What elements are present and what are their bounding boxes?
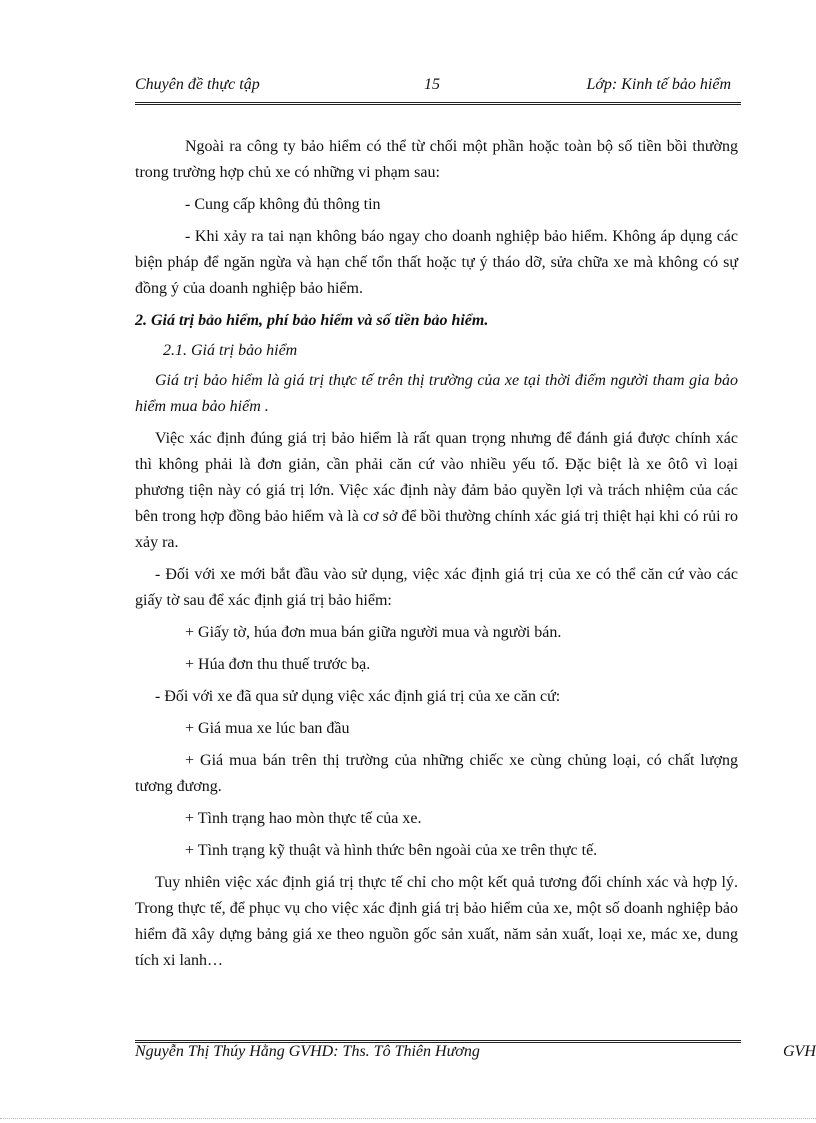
page-bottom-dotted-line <box>0 1118 816 1119</box>
list-item-new-vehicle: - Đối với xe mới bắt đầu vào sử dụng, việc xác định giá trị của xe có thể căn cứ vào các giấy tờ sau để xác định giá trị bảo hiểm: <box>135 566 738 609</box>
list-item-used-vehicle: - Đối với xe đã qua sử dụng việc xác định giá trị của xe căn cứ: <box>155 688 561 705</box>
list-item-market-price: + Giá mua bán trên thị trường của những chiếc xe cùng chủng loại, có chất lượng tương đương. <box>135 752 738 795</box>
paragraph-valuation: Việc xác định đúng giá trị bảo hiểm là rất quan trọng nhưng để đánh giá được chính xác thì không phải là đơn giản, cần phải căn cứ vào nhiều yếu tố. Đặc biệt là xe ôtô vì loại phương tiện này có giá trị lớn. Việc xác định này đảm bảo quyền lợi và trách nhiệm của các bên trong hợp đồng bảo hiểm và là cơ sở để bồi thường chính xác giá trị thiệt hại khi có rủi ro xảy ra. <box>135 430 738 551</box>
section-heading: 2. Giá trị bảo hiểm, phí bảo hiểm và số tiền bảo hiểm. <box>135 312 489 329</box>
list-item-original-price: + Giá mua xe lúc ban đầu <box>185 720 350 737</box>
paragraph-refusal: Ngoài ra công ty bảo hiểm có thể từ chối một phần hoặc toàn bộ số tiền bồi thường trong trường hợp chủ xe có những vi phạm sau: <box>135 138 738 181</box>
list-item-tax-invoice: + Húa đơn thu thuế trước bạ. <box>185 656 371 673</box>
footer-author: Nguyễn Thị Thúy Hằng GVHD: Ths. Tô Thiên Hương <box>135 1043 480 1060</box>
footer-truncated-text: GVH <box>783 1043 816 1060</box>
definition-paragraph: Giá trị bảo hiểm là giá trị thực tế trên thị trường của xe tại thời điểm người tham gia bảo hiểm mua bảo hiểm . <box>135 372 738 415</box>
header-course-title: Chuyên đề thực tập <box>135 76 260 93</box>
document-body <box>135 134 738 980</box>
header-page-number: 15 <box>424 76 440 93</box>
header-class-name: Lớp: Kinh tế bảo hiểm <box>586 76 731 93</box>
subsection-heading: 2.1. Giá trị bảo hiểm <box>163 342 298 359</box>
list-item-wear: + Tình trạng hao mòn thực tế của xe. <box>185 810 422 827</box>
page-header <box>135 74 741 102</box>
list-item-invoice: + Giấy tờ, húa đơn mua bán giữa người mua và người bán. <box>185 624 562 641</box>
header-divider <box>135 102 741 105</box>
list-item-condition: + Tình trạng kỹ thuật và hình thức bên ngoài của xe trên thực tế. <box>185 842 598 859</box>
paragraph-price-table: Tuy nhiên việc xác định giá trị thực tế chỉ cho một kết quả tương đối chính xác và hợp lý. Trong thực tế, để phục vụ cho việc xác định giá trị bảo hiểm của xe, một số doanh nghiệp bảo hiểm đã xây dựng bảng giá xe theo nguồn gốc sản xuất, năm sản xuất, loại xe, mác xe, dung tích xi lanh… <box>135 874 738 969</box>
list-item-accident: - Khi xảy ra tai nạn không báo ngay cho doanh nghiệp bảo hiểm. Không áp dụng các biện pháp để ngăn ngừa và hạn chế tổn thất hoặc tự ý tháo dỡ, sửa chữa xe mà không có sự đồng ý của doanh nghiệp bảo hiểm. <box>135 228 738 297</box>
list-item-info: - Cung cấp không đủ thông tin <box>185 196 381 213</box>
